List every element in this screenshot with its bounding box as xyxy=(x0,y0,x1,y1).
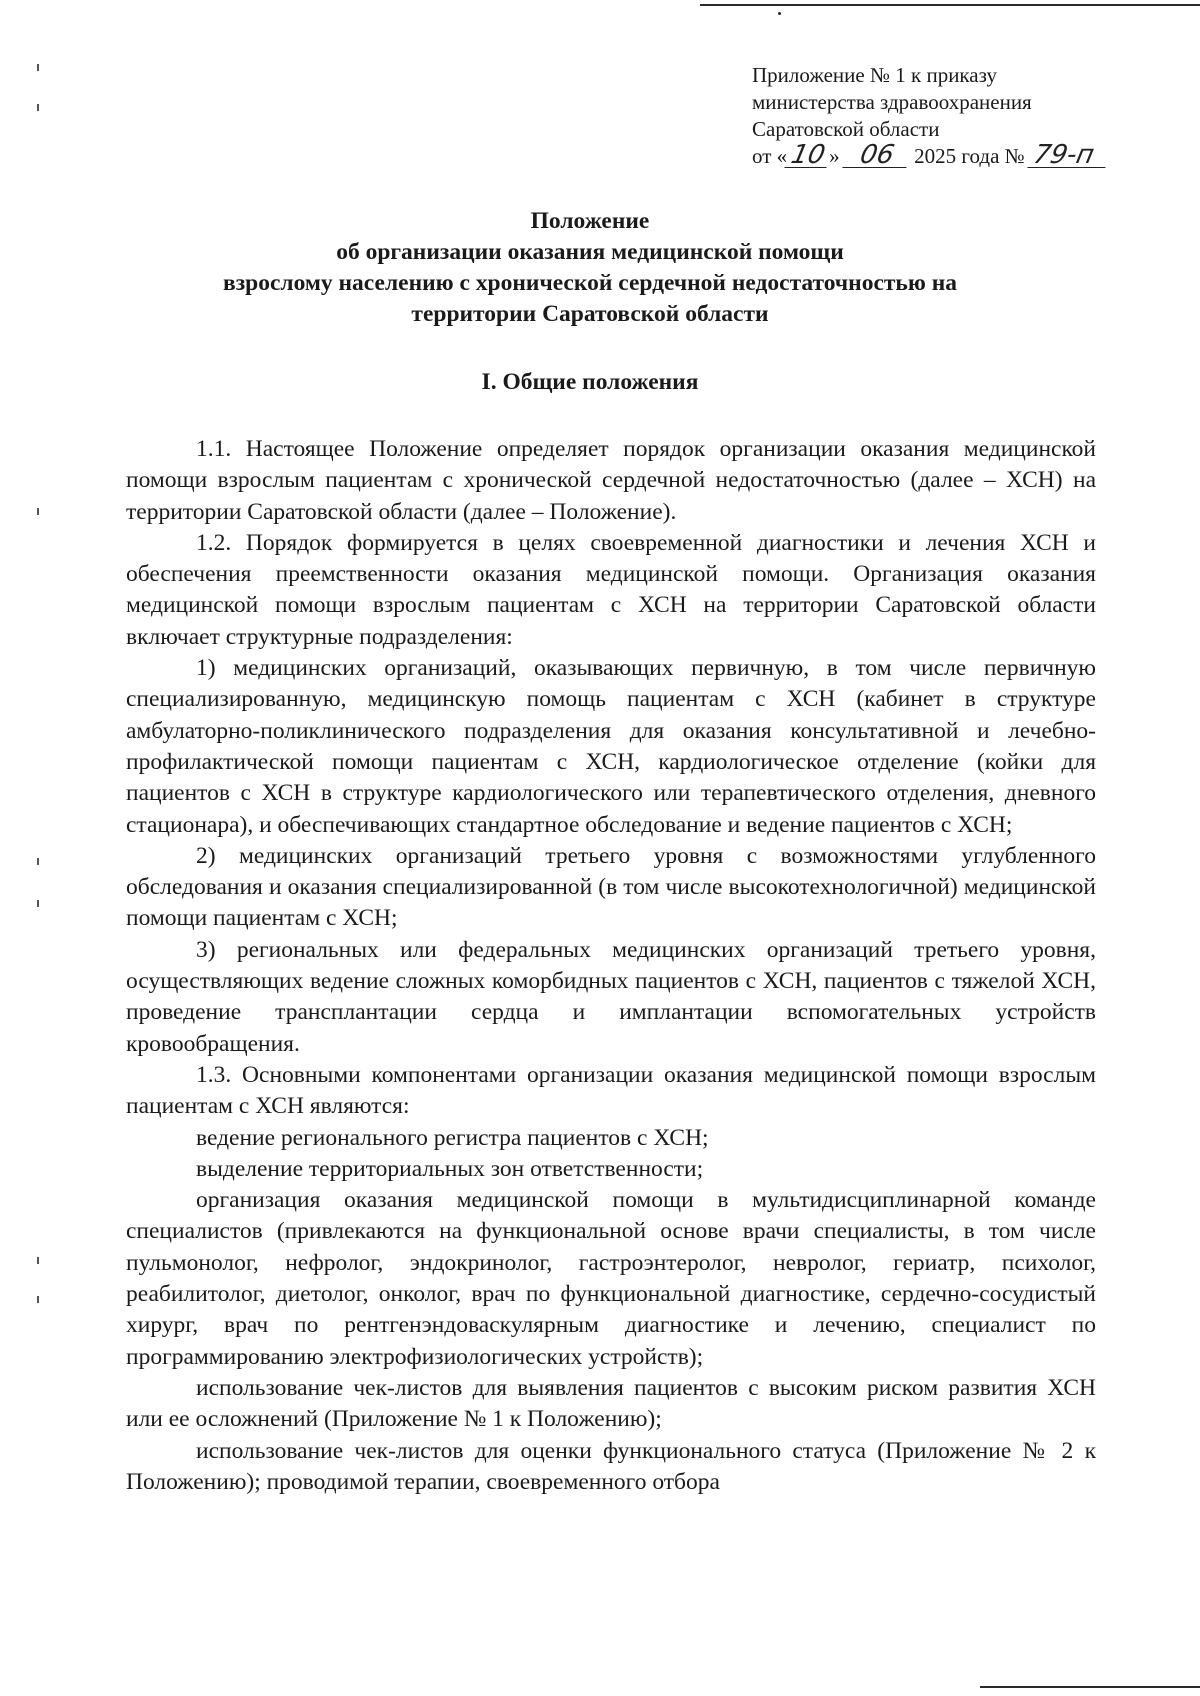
margin-mark xyxy=(37,64,39,71)
scan-dot xyxy=(778,12,781,15)
handwritten-order-number: 79-п xyxy=(1027,143,1110,168)
component-checklists-status: использование чек-листов для оценки функционального статуса (Приложение № 2 к Положению); проводимой терапии, своевременного отбора xyxy=(126,1437,1096,1495)
margin-mark xyxy=(37,1257,39,1264)
component-checklists-risk: использование чек-листов для выявления пациентов с высоким риском развития ХСН или ее осложнений (Приложение № 1 к Положению); xyxy=(126,1374,1096,1433)
document-body xyxy=(126,434,1096,1498)
component-registry: ведение регионального регистра пациентов с ХСН; xyxy=(196,1124,709,1151)
list-item-3: 3) региональных или федеральных медицинских организаций третьего уровня, осуществляющих ведение сложных коморбидных пациентов с ХСН, пациентов с тяжелой ХСН, проведение трансплантации сердца и имплантации вспомогательных устройств кровообращения. xyxy=(126,936,1096,1057)
year-text: 2025 года № xyxy=(914,144,1025,168)
paragraph-1-1: 1.1. Настоящее Положение определяет порядок организации оказания медицинской помощи взрослым пациентам с хронической сердечной недостаточностью (далее – ХСН) на территории Саратовской области (далее – Положение). xyxy=(126,436,1096,525)
handwritten-day: 10 xyxy=(784,143,831,168)
paragraph-1-2: 1.2. Порядок формируется в целях своевременной диагностики и лечения ХСН и обеспечения преемственности оказания медицинской помощи. Организация оказания медицинской помощи взрослым пациентам с ХСН на территории Саратовской области включает структурные подразделения: xyxy=(126,529,1096,650)
title-line-3: взрослому населению с хронической сердечной недостаточностью на xyxy=(223,270,957,296)
scan-edge-top xyxy=(700,4,1200,6)
title-line-2: об организации оказания медицинской помощи xyxy=(336,239,844,265)
component-zones: выделение территориальных зон ответственности; xyxy=(196,1155,704,1182)
list-item-1: 1) медицинских организаций, оказывающих первичную, в том числе первичную специализированную, медицинскую помощь пациентам с ХСН (кабинет в структуре амбулаторно-поликлинического подразделения для оказания консультативной и лечебно-профилактической помощи пациентам с ХСН, кардиологическое отделение (койки для пациентов с ХСН в структуре кардиологического или терапевтического отделения, дневного стационара), и обеспечивающих стандартное обследование и ведение пациентов с ХСН; xyxy=(126,655,1096,838)
title-line-4: территории Саратовской области xyxy=(411,301,769,327)
margin-mark xyxy=(37,900,39,907)
title-line-1: Положение xyxy=(530,208,650,234)
date-prefix: от « xyxy=(752,144,788,168)
scan-edge-bottom xyxy=(980,1686,1200,1688)
approval-line-2: министерства здравоохранения xyxy=(752,90,1032,114)
margin-mark xyxy=(37,104,39,111)
approval-line-3: Саратовской области xyxy=(752,117,940,141)
list-item-2: 2) медицинских организаций третьего уровня с возможностями углубленного обследования и оказания специализированной (в том числе высокотехнологичной) медицинской помощи пациентам с ХСН; xyxy=(126,842,1096,932)
margin-mark xyxy=(37,858,39,865)
approval-line-1: Приложение № 1 к приказу xyxy=(752,63,997,87)
handwritten-month: 06 xyxy=(842,143,911,168)
section-heading: I. Общие положения xyxy=(481,369,699,395)
component-team: организация оказания медицинской помощи в мультидисциплинарной команде специалистов (привлекаются на функциональной основе врачи специалисты, в том числе пульмонолог, нефролог, эндокринолог, гастроэнтеролог, невролог, гериатр, психолог, реабилитолог, диетолог, онколог, врач по функциональной диагностике, сердечно-сосудистый хирург, врач по рентгенэндоваскулярным диагностике и лечению, специалист по программированию электрофизиологических устройств); xyxy=(126,1187,1096,1370)
margin-mark xyxy=(37,1296,39,1303)
paragraph-1-3: 1.3. Основными компонентами организации оказания медицинской помощи взрослым пациентам с ХСН являются: xyxy=(126,1061,1096,1120)
date-mid: » xyxy=(829,144,840,168)
document-title xyxy=(120,206,1060,330)
approval-date-line xyxy=(752,140,1172,170)
margin-mark xyxy=(37,508,39,515)
approval-block xyxy=(752,62,1172,170)
